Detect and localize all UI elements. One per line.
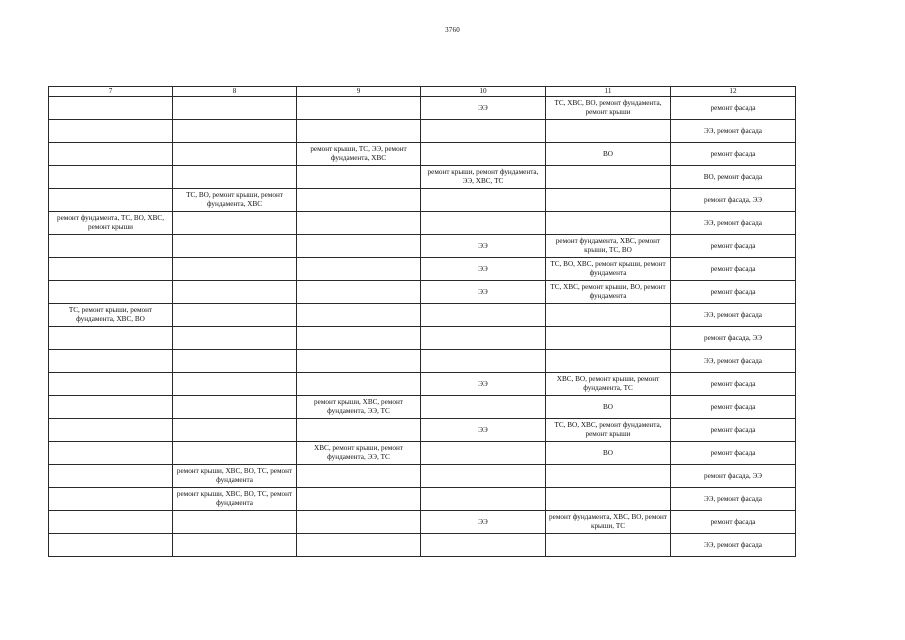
table-cell: ВО, ремонт фасада	[671, 166, 796, 189]
table-cell	[49, 327, 173, 350]
table-cell: ремонт фундамента, ХВС, ремонт крыши, ТС, ВО	[546, 235, 671, 258]
table-cell	[173, 511, 297, 534]
table-cell: ремонт фасада, ЭЭ	[671, 189, 796, 212]
table-cell: ремонт фасада	[671, 143, 796, 166]
table-cell	[49, 442, 173, 465]
table-row	[49, 488, 796, 511]
table-cell: ВО	[546, 396, 671, 419]
table-cell	[297, 189, 421, 212]
table-cell: ХВС, ремонт крыши, ремонт фундамента, ЭЭ, ТС	[297, 442, 421, 465]
table-cell	[421, 120, 546, 143]
table-header	[49, 87, 796, 97]
page-number: 3760	[445, 26, 460, 34]
table-cell	[297, 465, 421, 488]
table-row	[49, 143, 796, 166]
table-cell: ВО	[546, 143, 671, 166]
repair-schedule-table	[48, 86, 796, 557]
table-cell: ТС, ХВС, ремонт крыши, ВО, ремонт фундамента	[546, 281, 671, 304]
table-cell	[421, 143, 546, 166]
table-cell	[173, 281, 297, 304]
table-row	[49, 465, 796, 488]
table-cell	[297, 350, 421, 373]
table-row	[49, 373, 796, 396]
table-cell: ТС, ремонт крыши, ремонт фундамента, ХВС, ВО	[49, 304, 173, 327]
table-cell	[297, 327, 421, 350]
table-cell	[546, 327, 671, 350]
table-cell: ТС, ВО, ХВС, ремонт фундамента, ремонт крыши	[546, 419, 671, 442]
table-cell	[173, 534, 297, 557]
table-cell: ЭЭ	[421, 419, 546, 442]
column-header: 10	[421, 87, 546, 97]
table-row	[49, 350, 796, 373]
table-cell	[173, 327, 297, 350]
table-cell: ремонт фундамента, ТС, ВО, ХВС, ремонт крыши	[49, 212, 173, 235]
table-row	[49, 258, 796, 281]
table-cell: ЭЭ	[421, 235, 546, 258]
table-cell	[421, 534, 546, 557]
table-cell: ремонт крыши, ТС, ЭЭ, ремонт фундамента, ХВС	[297, 143, 421, 166]
table-cell: ЭЭ, ремонт фасада	[671, 350, 796, 373]
table-row	[49, 97, 796, 120]
table-cell	[173, 442, 297, 465]
table-cell	[49, 350, 173, 373]
table-cell	[49, 120, 173, 143]
table-cell: ЭЭ, ремонт фасада	[671, 304, 796, 327]
table-row	[49, 396, 796, 419]
table-cell	[49, 281, 173, 304]
table-cell	[173, 235, 297, 258]
table-cell: ЭЭ	[421, 97, 546, 120]
table-cell	[297, 97, 421, 120]
table-cell	[49, 143, 173, 166]
table-cell: ЭЭ	[421, 281, 546, 304]
table-cell: ЭЭ, ремонт фасада	[671, 488, 796, 511]
table-row	[49, 281, 796, 304]
table-cell	[297, 281, 421, 304]
table-cell	[49, 534, 173, 557]
table-row	[49, 304, 796, 327]
table-cell: ремонт фасада	[671, 419, 796, 442]
table-cell	[173, 143, 297, 166]
table-cell	[421, 304, 546, 327]
table-cell: ТС, ХВС, ВО, ремонт фундамента, ремонт крыши	[546, 97, 671, 120]
table-cell	[297, 534, 421, 557]
table-cell	[173, 304, 297, 327]
table-cell: ремонт крыши, ремонт фундамента, ЭЭ, ХВС, ТС	[421, 166, 546, 189]
table-cell	[546, 304, 671, 327]
table-cell	[49, 511, 173, 534]
table-cell	[421, 488, 546, 511]
table-cell	[173, 97, 297, 120]
table-cell	[173, 166, 297, 189]
table-cell	[421, 350, 546, 373]
table-cell	[173, 120, 297, 143]
table-row	[49, 442, 796, 465]
table-cell	[173, 419, 297, 442]
table-row	[49, 212, 796, 235]
table-cell	[297, 488, 421, 511]
table-cell: ремонт фасада	[671, 235, 796, 258]
table-cell: ремонт крыши, ХВС, ремонт фундамента, ЭЭ, ТС	[297, 396, 421, 419]
table-cell: ремонт фасада	[671, 258, 796, 281]
table-cell	[297, 304, 421, 327]
table-cell: ВО	[546, 442, 671, 465]
table-cell	[49, 419, 173, 442]
table-cell: ЭЭ	[421, 511, 546, 534]
column-header: 12	[671, 87, 796, 97]
table-cell	[297, 212, 421, 235]
table-cell: ремонт фасада	[671, 396, 796, 419]
table-cell: ремонт фасада	[671, 442, 796, 465]
table-cell	[49, 166, 173, 189]
table-cell: ЭЭ	[421, 373, 546, 396]
table-cell	[546, 465, 671, 488]
table-cell: ремонт фасада, ЭЭ	[671, 327, 796, 350]
table-cell: ремонт фасада	[671, 511, 796, 534]
table-cell: ремонт крыши, ХВС, ВО, ТС, ремонт фундамента	[173, 488, 297, 511]
table-cell	[546, 212, 671, 235]
column-header: 11	[546, 87, 671, 97]
table-cell	[421, 212, 546, 235]
table-cell: ремонт фасада	[671, 281, 796, 304]
table-cell	[546, 350, 671, 373]
table-cell	[173, 350, 297, 373]
table-row	[49, 189, 796, 212]
table-cell	[49, 396, 173, 419]
table-cell: ремонт фасада	[671, 97, 796, 120]
table-cell: ремонт крыши, ХВС, ВО, ТС, ремонт фундамента	[173, 465, 297, 488]
table-row	[49, 120, 796, 143]
table-cell	[546, 166, 671, 189]
column-header: 7	[49, 87, 173, 97]
table-cell	[421, 465, 546, 488]
table-cell	[546, 488, 671, 511]
table-cell	[49, 258, 173, 281]
table-cell: ХВС, ВО, ремонт крыши, ремонт фундамента, ТС	[546, 373, 671, 396]
column-header: 8	[173, 87, 297, 97]
header-row	[49, 87, 796, 97]
table-cell: ЭЭ, ремонт фасада	[671, 212, 796, 235]
column-header: 9	[297, 87, 421, 97]
table-cell	[421, 327, 546, 350]
table-row	[49, 511, 796, 534]
table-cell: ремонт фундамента, ХВС, ВО, ремонт крыши, ТС	[546, 511, 671, 534]
table-cell	[297, 511, 421, 534]
table-cell	[173, 258, 297, 281]
table-row	[49, 534, 796, 557]
table-cell	[49, 465, 173, 488]
table-cell	[421, 396, 546, 419]
table-cell: ремонт фасада, ЭЭ	[671, 465, 796, 488]
table-cell: ремонт фасада	[671, 373, 796, 396]
table-cell	[546, 120, 671, 143]
table-cell: ТС, ВО, ремонт крыши, ремонт фундамента, ХВС	[173, 189, 297, 212]
table-body	[49, 97, 796, 557]
table-cell: ЭЭ, ремонт фасада	[671, 120, 796, 143]
table-row	[49, 166, 796, 189]
table-cell	[173, 212, 297, 235]
table-cell: ЭЭ, ремонт фасада	[671, 534, 796, 557]
table-cell	[297, 166, 421, 189]
table-cell	[297, 373, 421, 396]
table-row	[49, 235, 796, 258]
table-row	[49, 327, 796, 350]
table-cell	[297, 235, 421, 258]
table-cell	[49, 189, 173, 212]
table-cell: ТС, ВО, ХВС, ремонт крыши, ремонт фундамента	[546, 258, 671, 281]
table-cell	[49, 97, 173, 120]
table-cell	[421, 442, 546, 465]
table-cell	[173, 396, 297, 419]
table-cell	[546, 534, 671, 557]
table-cell	[297, 258, 421, 281]
table-cell	[49, 373, 173, 396]
table-cell	[297, 120, 421, 143]
table-cell	[49, 235, 173, 258]
table-cell	[297, 419, 421, 442]
table-cell	[173, 373, 297, 396]
table-cell	[546, 189, 671, 212]
table-cell	[49, 488, 173, 511]
table-row	[49, 419, 796, 442]
table-cell	[421, 189, 546, 212]
table-cell: ЭЭ	[421, 258, 546, 281]
